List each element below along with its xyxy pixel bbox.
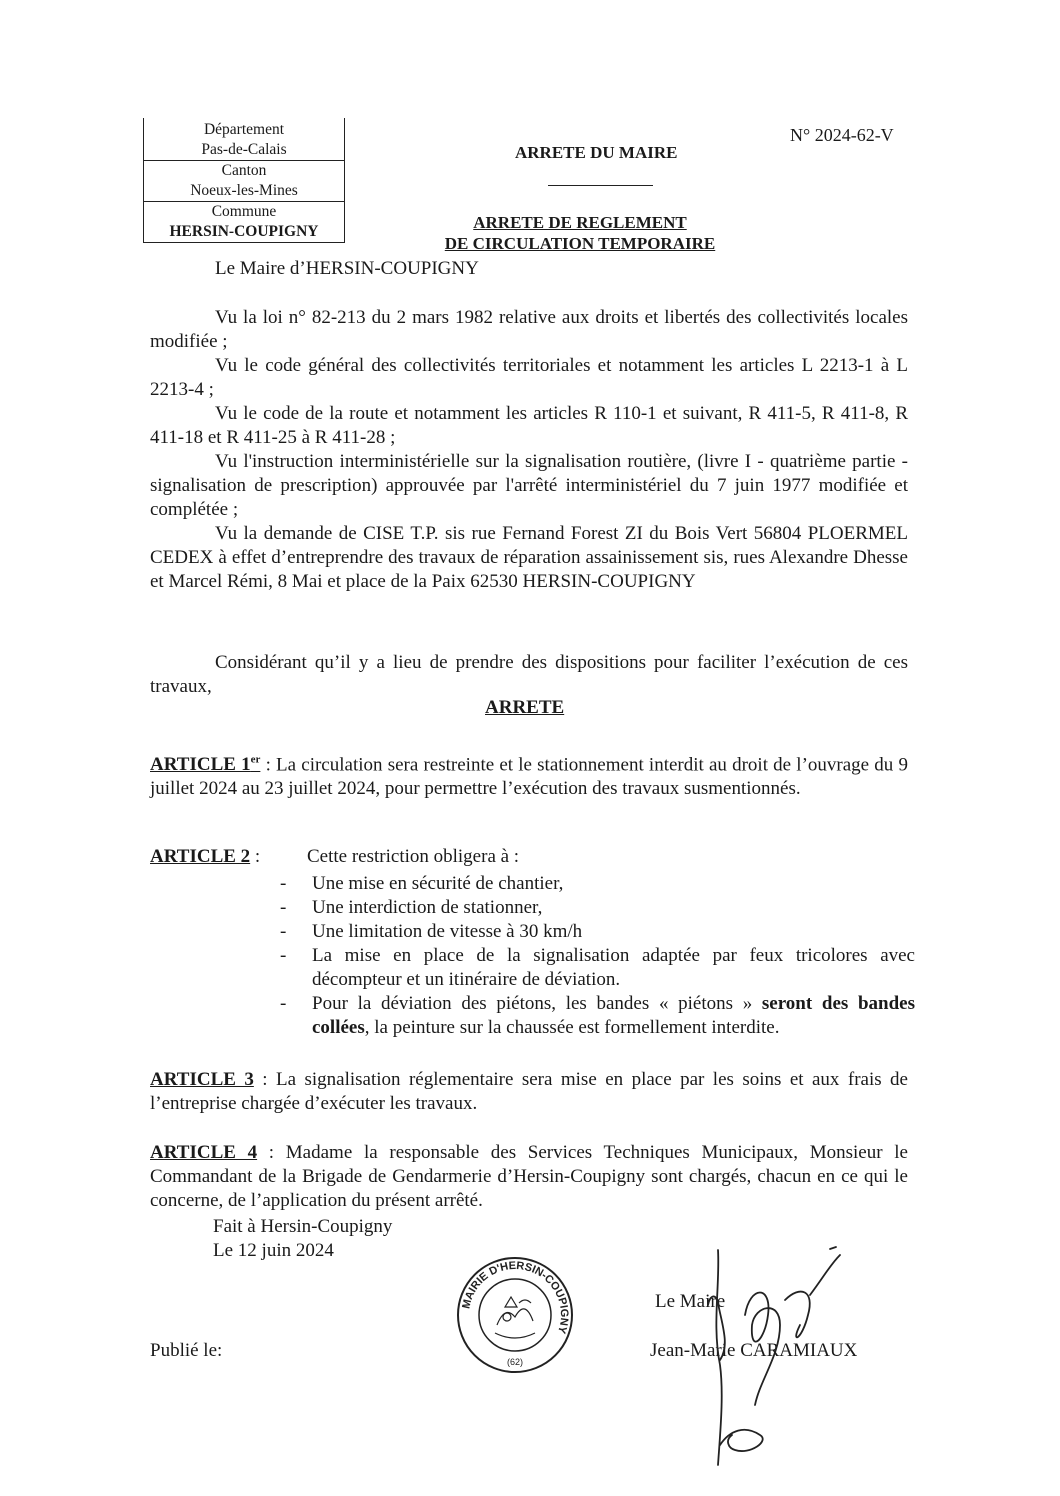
official-stamp-icon	[455, 1255, 575, 1375]
considerant-paragraph: Considérant qu’il y a lieu de prendre des dispositions pour faciliter l’exécution de ces travaux,	[150, 652, 908, 697]
article-2-lead: Cette restriction obligera à :	[307, 846, 520, 867]
visa-paragraph: Vu la loi n° 82-213 du 2 mars 1982 relative aux droits et libertés des collectivités locales modifiée ;	[150, 307, 908, 352]
closing-place: Fait à Hersin-Coupigny	[213, 1216, 393, 1237]
administrative-box	[143, 118, 345, 243]
article-2-list	[275, 872, 915, 1040]
list-item: - Pour la déviation des piétons, les bandes « piétons » seront des bandes collées, la peinture sur la chaussée est formellement interdite.	[280, 993, 915, 1038]
canton-value: Noeux-les-Mines	[190, 182, 298, 199]
article-3-text: : La signalisation réglementaire sera mise en place par les soins et aux frais de l’entreprise chargée d’exécuter les travaux.	[150, 1069, 908, 1114]
subtitle-line-1: ARRETE DE REGLEMENT	[473, 213, 687, 232]
article-4-label: ARTICLE 4	[150, 1142, 258, 1163]
visa-paragraph: Vu la demande de CISE T.P. sis rue Fernand Forest ZI du Bois Vert 56804 PLOERMEL CEDEX à effet d’entreprendre des travaux de réparation assainissement sis, rues Alexandre Dhesse et Marcel Rémi, 8 Mai et place de la Paix 62530 HERSIN-COUPIGNY	[150, 523, 908, 592]
mayor-name: Jean-Marie CARAMIAUX	[650, 1340, 858, 1361]
subtitle-line-2: DE CIRCULATION TEMPORAIRE	[444, 234, 716, 253]
commune-value: HERSIN-COUPIGNY	[169, 223, 319, 240]
article-1-text: : La circulation sera restreinte et le stationnement interdit au droit de l’ouvrage du 9 juillet 2024 au 23 juillet 2024, pour permettre l’exécution des travaux susmentionnés.	[150, 754, 908, 800]
intro-line: Le Maire d’HERSIN-COUPIGNY	[215, 258, 479, 279]
stamp-ring-text: MAIRIE D'HERSIN-COUPIGNY	[460, 1259, 571, 1335]
arrete-heading: ARRETE	[485, 697, 565, 718]
list-item: - Une limitation de vitesse à 30 km/h	[280, 921, 583, 942]
visa-paragraph: Vu le code de la route et notamment les articles R 110-1 et suivant, R 411-5, R 411-8, R 411-18 et R 411-25 à R 411-28 ;	[150, 403, 908, 448]
article-3-label: ARTICLE 3	[150, 1069, 254, 1090]
publication-label: Publié le:	[150, 1340, 223, 1361]
article-1	[150, 748, 908, 801]
mayor-role: Le Maire	[655, 1291, 726, 1312]
document-title: ARRETE DU MAIRE	[515, 143, 678, 162]
title-divider	[548, 185, 653, 186]
article-2-label-row	[150, 846, 260, 868]
commune-label: Commune	[144, 201, 344, 222]
department-value: Pas-de-Calais	[201, 141, 287, 158]
closing-date: Le 12 juin 2024	[213, 1240, 334, 1261]
canton-label: Canton	[144, 160, 344, 181]
department-label: Département	[203, 121, 285, 138]
list-item: - La mise en place de la signalisation adaptée par feux tricolores avec décompteur et un itinéraire de déviation.	[280, 945, 915, 990]
stamp-code: (62)	[506, 1357, 524, 1367]
document-subtitle	[420, 212, 740, 254]
article-4	[150, 1141, 908, 1213]
list-item: - Une mise en sécurité de chantier,	[280, 873, 564, 894]
article-2-separator: :	[250, 846, 261, 867]
article-2-label: ARTICLE 2	[150, 846, 251, 867]
visa-paragraph: Vu le code général des collectivités territoriales et notamment les articles L 2213-1 à L 2213-4 ;	[150, 355, 908, 400]
emphasis-bold: seront des bandes collées	[312, 993, 915, 1038]
visa-paragraph: Vu l'instruction interministérielle sur la signalisation routière, (livre I - quatrième partie - signalisation de prescription) approuvée par l'arrêté interministériel du 7 juin 1977 modifiée et complétée ;	[150, 451, 908, 520]
article-4-text: : Madame la responsable des Services Techniques Municipaux, Monsieur le Commandant de la Brigade de Gendarmerie d’Hersin-Coupigny sont chargés, chacun en ce qui le concerne, de l’application du présent arrêté.	[150, 1142, 908, 1211]
visas-section	[150, 306, 908, 594]
article-3	[150, 1068, 908, 1116]
article-1-superscript: er	[250, 754, 261, 766]
decree-reference: N° 2024-62-V	[790, 125, 894, 145]
svg-text:MAIRIE D'HERSIN-COUPIGNY	[460, 1260, 570, 1336]
signature-icon	[690, 1245, 860, 1475]
article-1-label: ARTICLE 1er	[150, 754, 261, 776]
list-item: - Une interdiction de stationner,	[280, 897, 543, 918]
